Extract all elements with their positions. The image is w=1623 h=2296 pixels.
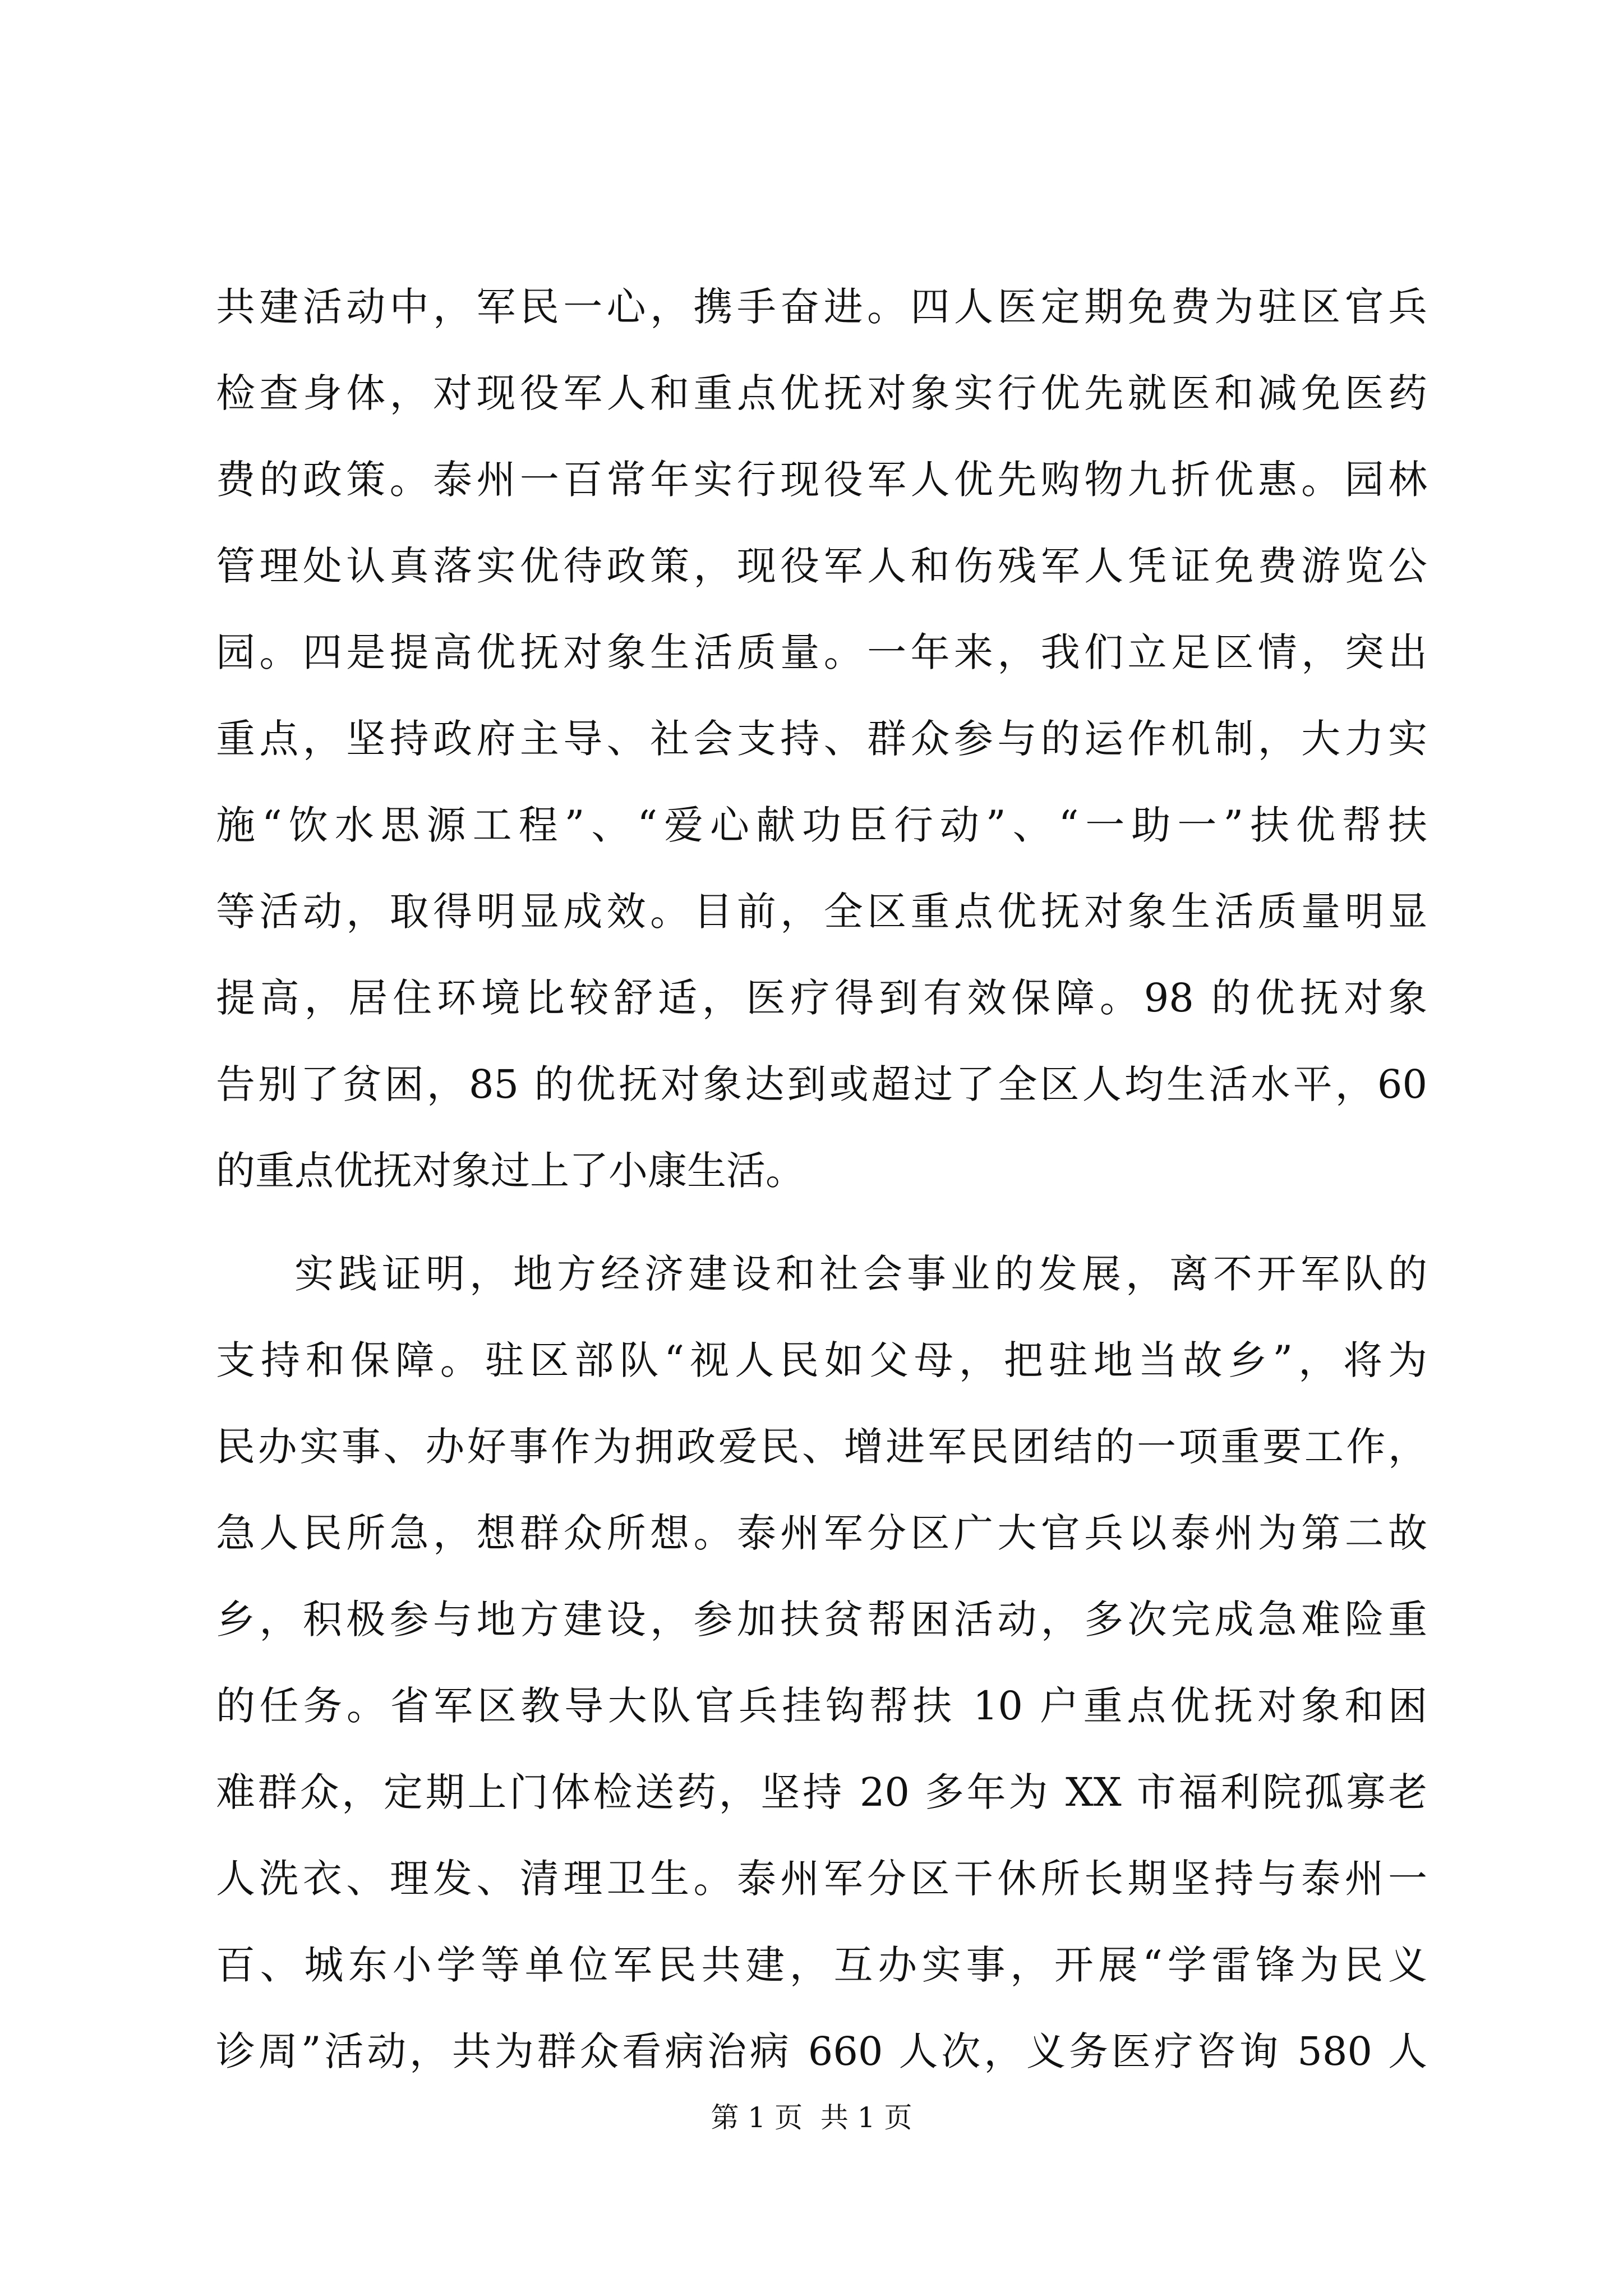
text-line: 告别了贫困，85 的优抚对象达到或超过了全区人均生活水平，60 [216,1061,1427,1107]
page-footer [0,2098,1623,2137]
text-line: 实践证明，地方经济建设和社会事业的发展，离不开军队的 [294,1251,1427,1297]
text-line: 人洗衣、理发、清理卫生。泰州军分区干休所长期坚持与泰州一 [216,1856,1427,1902]
text-line: 急人民所急，想群众所想。泰州军分区广大官兵以泰州为第二故 [216,1510,1427,1556]
text-line: 园。四是提高优抚对象生活质量。一年来，我们立足区情，突出 [216,629,1427,675]
text-line: 诊周”活动，共为群众看病治病 660 人次，义务医疗咨询 580 人 [216,2028,1427,2074]
text-line: 检查身体，对现役军人和重点优抚对象实行优先就医和减免医药 [216,370,1427,416]
page-number: 第 1 页 共 1 页 [711,2101,912,2134]
paragraph-1 [216,264,1427,1214]
paragraph-spacer [216,1214,1427,1231]
text-line: 管理处认真落实优待政策，现役军人和伤残军人凭证免费游览公 [216,543,1427,589]
text-line: 百、城东小学等单位军民共建，互办实事，开展“学雷锋为民义 [216,1942,1427,1988]
text-line: 支持和保障。驻区部队“视人民如父母，把驻地当故乡”，将为 [216,1337,1427,1383]
paragraph-2 [216,1231,1427,2095]
text-line: 的重点优抚对象过上了小康生活。 [216,1148,805,1194]
text-line: 乡，积极参与地方建设，参加扶贫帮困活动，多次完成急难险重 [216,1596,1427,1642]
text-line: 民办实事、办好事作为拥政爱民、增进军民团结的一项重要工作， [216,1424,1427,1470]
text-line: 提高，居住环境比较舒适，医疗得到有效保障。98 的优抚对象 [216,975,1427,1021]
text-line: 等活动，取得明显成效。目前，全区重点优抚对象生活质量明显 [216,889,1427,935]
text-line: 重点，坚持政府主导、社会支持、群众参与的运作机制，大力实 [216,716,1427,762]
text-line: 的任务。省军区教导大队官兵挂钩帮扶 10 户重点优抚对象和困 [216,1683,1427,1729]
text-line: 难群众，定期上门体检送药，坚持 20 多年为 XX 市福利院孤寡老 [216,1769,1427,1815]
text-line: 施“饮水思源工程”、“爱心献功臣行动”、“一助一”扶优帮扶 [216,802,1427,848]
text-line: 共建活动中，军民一心，携手奋进。四人医定期免费为驻区官兵 [216,284,1427,330]
document-body [216,264,1427,2095]
text-line: 费的政策。泰州一百常年实行现役军人优先购物九折优惠。园林 [216,457,1427,503]
